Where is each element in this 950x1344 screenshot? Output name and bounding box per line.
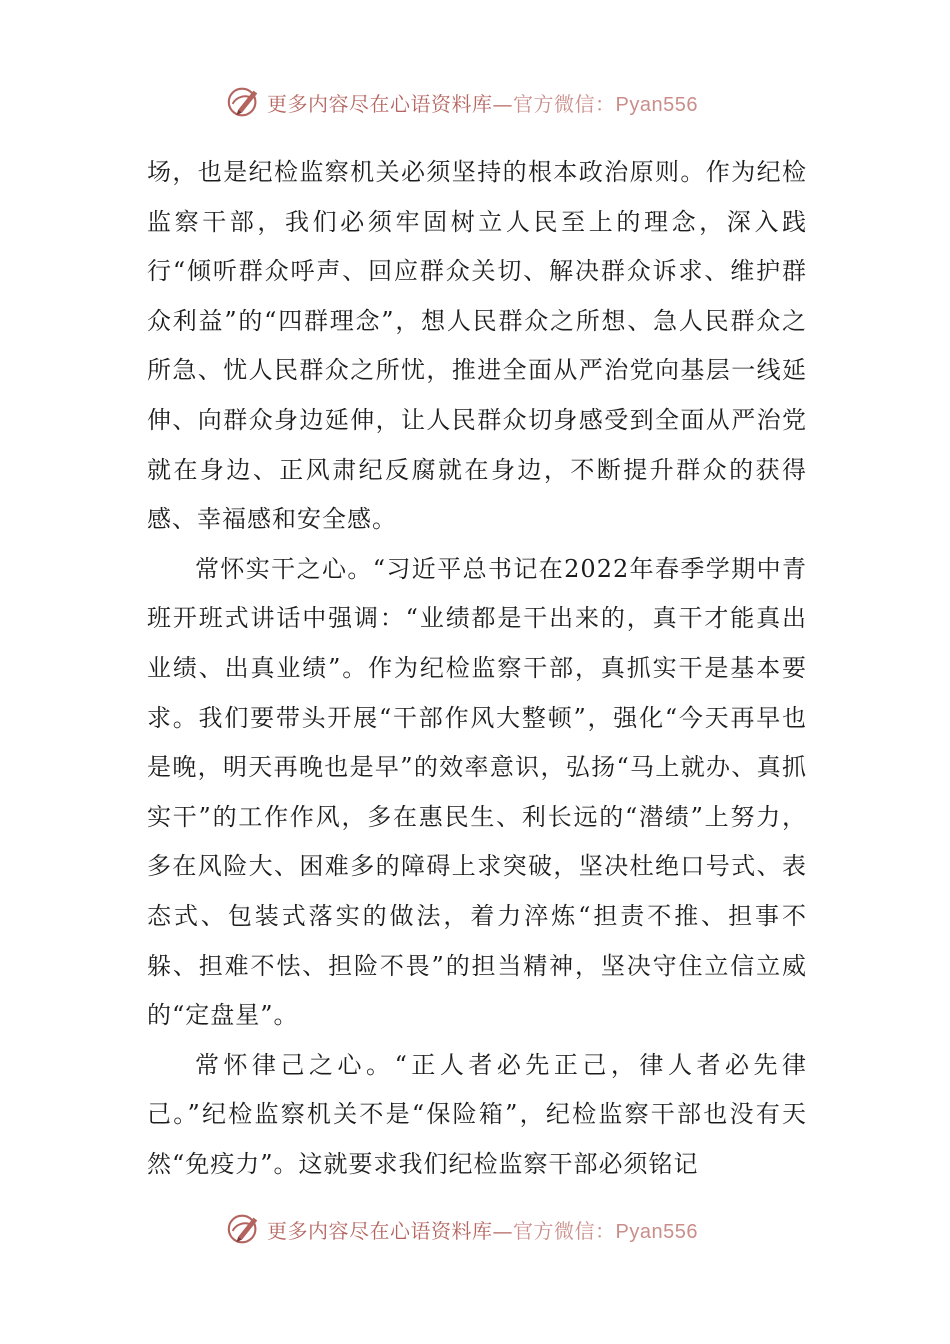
footer-banner [225, 1209, 745, 1249]
document-body [147, 148, 807, 1189]
pen-logo-icon [225, 1210, 263, 1248]
banner-text: 更多内容尽在心语资料库— [267, 1218, 513, 1243]
paragraph: 场，也是纪检监察机关必须坚持的根本政治原则。作为纪检监察干部，我们必须牢固树立人民至上的理念，深入践行“倾听群众呼声、回应群众关切、解决群众诉求、维护群众利益”的“四群理念”，想人民群众之所想、急人民群众之所急、忧人民群众之所忧，推进全面从严治党向基层一线延伸、向群众身边延伸，让人民群众切身感受到全面从严治党就在身边、正风肃纪反腐就在身边，不断提升群众的获得感、幸福感和安全感。 [147, 158, 807, 534]
paragraph: 常怀律己之心。“正人者必先正己，律人者必先律己。”纪检监察机关不是“保险箱”，纪检监察干部也没有天然“免疫力”。这就要求我们纪检监察干部必须铭记 [147, 1050, 807, 1178]
banner-text: 更多内容尽在心语资料库— [267, 91, 513, 116]
wechat-contact: 官方微信：Pyan556 [513, 93, 698, 116]
pen-logo-icon [225, 83, 263, 121]
paragraph: 常怀实干之心。“习近平总书记在2022年春季学期中青班开班式讲话中强调：“业绩都是干出来的，真干才能真出业绩、出真业绩”。作为纪检监察干部，真抓实干是基本要求。我们要带头开展“干部作风大整顿”，强化“今天再早也是晚，明天再晚也是早”的效率意识，弘扬“马上就办、真抓实干”的工作作风，多在惠民生、利长远的“潜绩”上努力，多在风险大、困难多的障碍上求突破，坚决杜绝口号式、表态式、包装式落实的做法，着力淬炼“担责不推、担事不躲、担难不怯、担险不畏”的担当精神，坚决守住立信立威的“定盘星”。 [147, 554, 807, 1030]
wechat-contact: 官方微信：Pyan556 [513, 1220, 698, 1243]
header-banner [225, 82, 745, 122]
